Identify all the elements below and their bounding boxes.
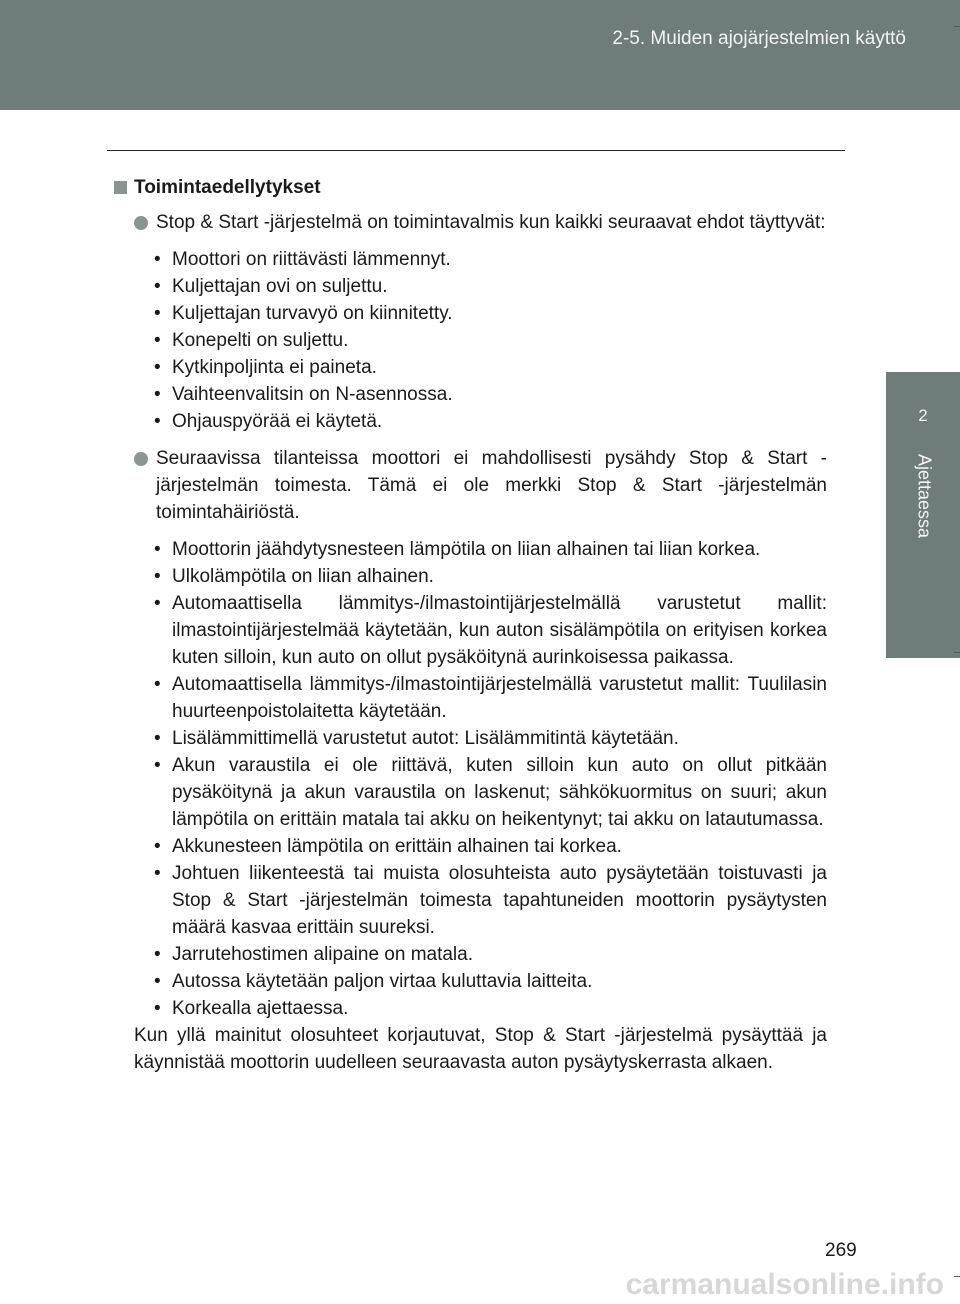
exception-item: • Johtuen liikenteestä tai muista olosuhteista auto pysäytetään toistuvasti ja Stop & Start -järjestelmän toimesta tapahtuneiden moottorin pysäytysten määrä kasvaa erittäin suureksi. bbox=[114, 860, 827, 941]
condition-item: • Vaihteenvalitsin on N-asennossa. bbox=[114, 381, 827, 408]
condition-intro-text: Stop & Start -järjestelmä on toimintavalmis kun kaikki seuraavat ehdot täyttyvät: bbox=[156, 212, 826, 233]
chapter-tab bbox=[886, 372, 960, 658]
section-title: 2-5. Muiden ajojärjestelmien käyttö bbox=[612, 28, 906, 49]
conditions-list bbox=[114, 246, 827, 435]
trim-mark bbox=[954, 1276, 960, 1277]
exception-item: • Moottorin jäähdytysnesteen lämpötila on liian alhainen tai liian korkea. bbox=[114, 536, 827, 563]
exception-intro-text: Seuraavissa tilanteissa moottori ei mahdollisesti pysähdy Stop & Start -järjestelmän toimesta. Tämä ei ole merkki Stop & Start -järjestelmän toimintahäiriöstä. bbox=[156, 448, 827, 523]
condition-item: • Ohjauspyörää ei käytetä. bbox=[114, 408, 827, 435]
closing-note: Kun yllä mainitut olosuhteet korjautuvat, Stop & Start -järjestelmä pysäyttää ja käynnistää moottorin uudelleen seuraavasta auton pysäytyskerrasta alkaen. bbox=[134, 1025, 827, 1073]
exception-item: • Akkunesteen lämpötila on erittäin alhainen tai korkea. bbox=[114, 833, 827, 860]
square-bullet-icon bbox=[114, 181, 127, 194]
condition-item: • Kuljettajan ovi on suljettu. bbox=[114, 273, 827, 300]
circle-bullet-icon bbox=[134, 216, 148, 230]
exception-item: • Autossa käytetään paljon virtaa kuluttavia laitteita. bbox=[114, 968, 827, 995]
section-heading-text: Toimintaedellytykset bbox=[134, 177, 321, 198]
header-band bbox=[0, 0, 960, 110]
page-content bbox=[114, 174, 827, 1076]
trim-mark bbox=[954, 26, 960, 27]
section-heading bbox=[114, 174, 827, 201]
exception-item: • Automaattisella lämmitys-/ilmastointijärjestelmällä varustetut mallit: Tuulilasin huurteenpoistolaitetta käytetään. bbox=[114, 671, 827, 725]
condition-item: • Kuljettajan turvavyö on kiinnitetty. bbox=[114, 300, 827, 327]
circle-bullet-icon bbox=[134, 452, 148, 466]
chapter-number: 2 bbox=[918, 406, 928, 425]
exception-intro bbox=[114, 445, 827, 526]
page-number: 269 bbox=[825, 1240, 857, 1261]
chapter-label: Ajettaessa bbox=[914, 453, 935, 539]
condition-item: • Kytkinpoljinta ei paineta. bbox=[114, 354, 827, 381]
trim-mark bbox=[954, 652, 960, 653]
exceptions-list bbox=[114, 536, 827, 1022]
exception-item: • Ulkolämpötila on liian alhainen. bbox=[114, 563, 827, 590]
exception-item: • Jarrutehostimen alipaine on matala. bbox=[114, 941, 827, 968]
condition-item: • Moottori on riittävästi lämmennyt. bbox=[114, 246, 827, 273]
exception-item: • Lisälämmittimellä varustetut autot: Lisälämmitintä käytetään. bbox=[114, 725, 827, 752]
section-divider bbox=[107, 150, 845, 151]
exception-item: • Akun varaustila ei ole riittävä, kuten silloin kun auto on ollut pitkään pysäköitynä ja akun varaustila on laskenut; sähkökuormitus on suuri; akun lämpötila on erittäin matala tai akku on heikentynyt; tai akku on latautumassa. bbox=[114, 752, 827, 833]
condition-item: • Konepelti on suljettu. bbox=[114, 327, 827, 354]
watermark-text: carmanualsonline.info bbox=[625, 1268, 944, 1301]
exception-item: • Korkealla ajettaessa. bbox=[114, 995, 827, 1022]
condition-intro bbox=[114, 209, 827, 236]
exception-item: • Automaattisella lämmitys-/ilmastointijärjestelmällä varustetut mallit: ilmastointijärjestelmää käytetään, kun auton sisälämpötila on erityisen korkea kuten silloin, kun auto on ollut pysäköitynä aurinkoisessa paikassa. bbox=[114, 590, 827, 671]
